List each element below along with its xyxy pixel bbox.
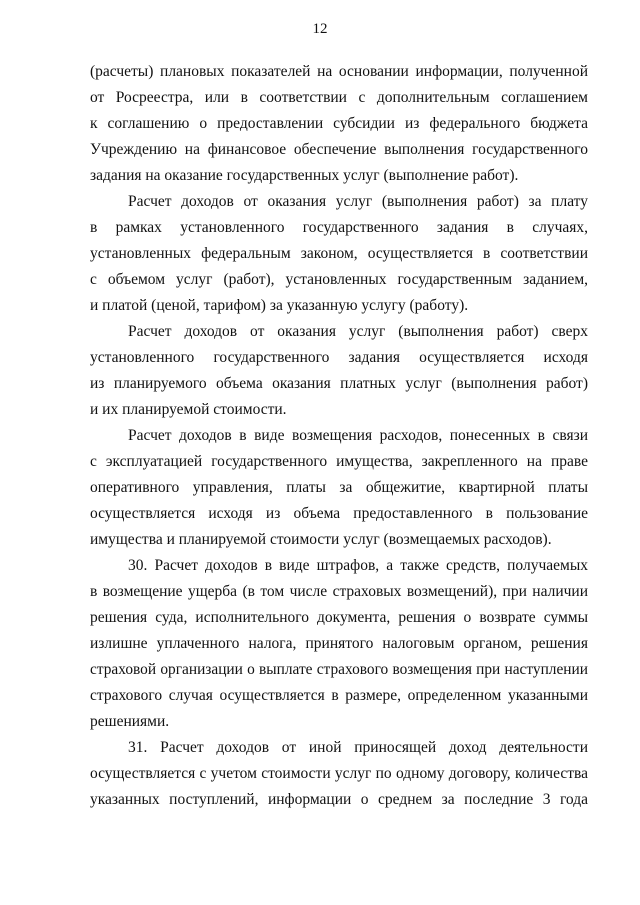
text-line: с эксплуатацией государственного имущества, закрепленного на праве [90, 453, 588, 470]
text-line: (расчеты) плановых показателей на основании информации, полученной [90, 63, 588, 80]
page-number: 12 [312, 21, 328, 37]
text-line: излишне уплаченного налога, принятого налоговым органом, решения [90, 635, 588, 652]
text-line: и их планируемой стоимости. [90, 401, 287, 418]
text-line: Расчет доходов в виде возмещения расходов, понесенных в связи [128, 427, 588, 444]
text-line: к соглашению о предоставлении субсидии из федерального бюджета [90, 115, 588, 132]
text-line: Учреждению на финансовое обеспечение выполнения государственного [90, 141, 588, 158]
text-line: 30. Расчет доходов в виде штрафов, а также средств, получаемых [128, 557, 588, 574]
text-line: имущества и планируемой стоимости услуг (возмещаемых расходов). [90, 531, 552, 548]
text-line: осуществляется с учетом стоимости услуг по одному договору, количества [90, 765, 588, 782]
text-line: задания на оказание государственных услуг (выполнение работ). [90, 167, 519, 184]
text-line: от Росреестра, или в соответствии с дополнительным соглашением [90, 89, 588, 106]
text-line: страхового случая осуществляется в размере, определенном указанными [90, 687, 588, 704]
text-line: осуществляется исходя из объема предоставленного в пользование [90, 505, 588, 522]
text-line: Расчет доходов от оказания услуг (выполнения работ) сверх [128, 323, 588, 340]
text-line: 31. Расчет доходов от иной приносящей доход деятельности [128, 739, 588, 756]
text-line: оперативного управления, платы за общежитие, квартирной платы [90, 479, 588, 496]
text-line: решения суда, исполнительного документа, решения о возврате суммы [90, 609, 588, 626]
text-line: с объемом услуг (работ), установленных государственным заданием, [90, 271, 588, 288]
text-line: Расчет доходов от оказания услуг (выполнения работ) за плату [128, 193, 588, 210]
text-line: в возмещение ущерба (в том числе страховых возмещений), при наличии [90, 583, 588, 600]
text-line: из планируемого объема оказания платных услуг (выполнения работ) [90, 375, 588, 392]
text-line: в рамках установленного государственного задания в случаях, [90, 219, 588, 236]
text-line: установленного государственного задания осуществляется исходя [90, 349, 588, 366]
text-line: страховой организации о выплате страхового возмещения при наступлении [90, 661, 588, 678]
text-line: и платой (ценой, тарифом) за указанную услугу (работу). [90, 297, 469, 314]
text-line: решениями. [90, 713, 170, 730]
text-line: указанных поступлений, информации о среднем за последние 3 года [90, 791, 588, 808]
text-line: установленных федеральным законом, осуществляется в соответствии [90, 245, 588, 262]
